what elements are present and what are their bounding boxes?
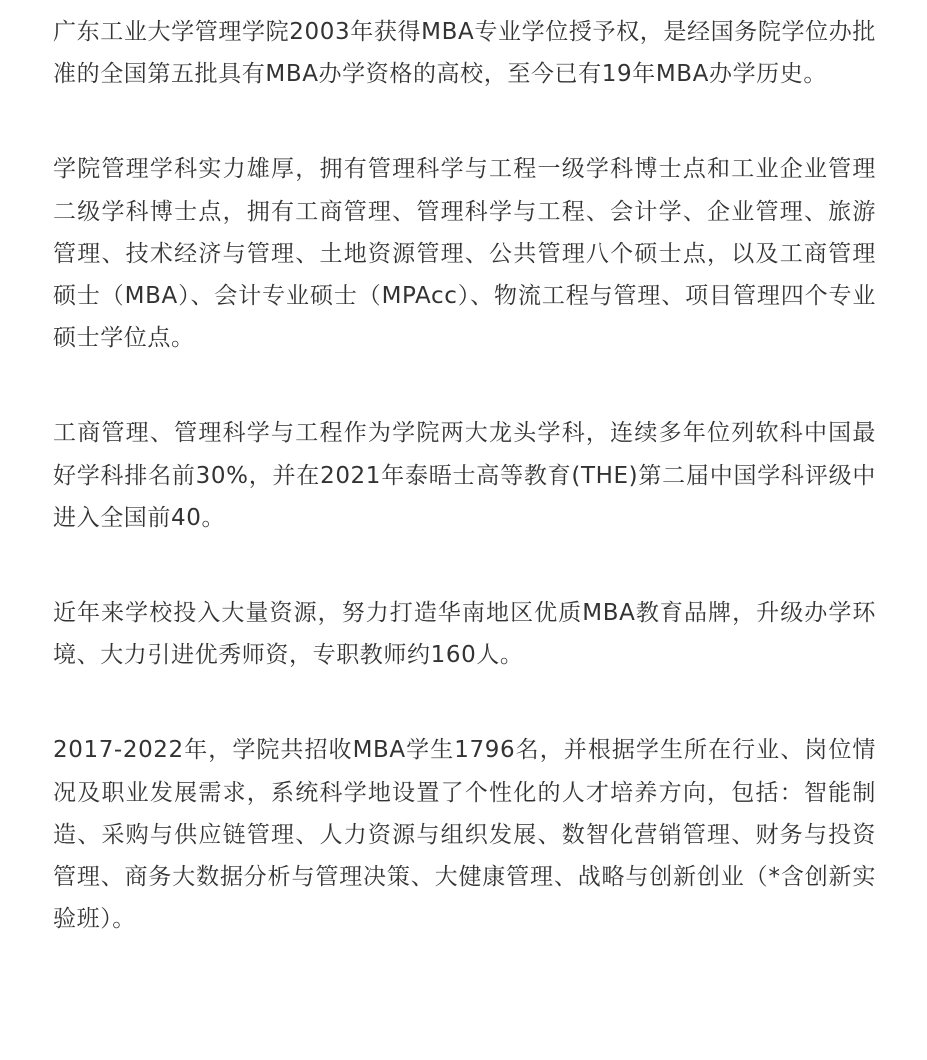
paragraph-discipline-strength: 学院管理学科实力雄厚，拥有管理科学与工程一级学科博士点和工业企业管理二级学科博士点，拥有工商管理、管理科学与工程、会计学、企业管理、旅游管理、技术经济与管理、土地资源管理、公共管理八个硕士点，以及工商管理硕士（MBA）、会计专业硕士（MPAcc）、物流工程与管理、项目管理四个专业硕士学位点。: [53, 156, 876, 352]
paragraph-resources-faculty: 近年来学校投入大量资源，努力打造华南地区优质MBA教育品牌，升级办学环境、大力引进优秀师资，专职教师约160人。: [53, 600, 876, 669]
paragraph-enrollment-directions: 2017-2022年，学院共招收MBA学生1796名，并根据学生所在行业、岗位情况及职业发展需求，系统科学地设置了个性化的人才培养方向，包括：智能制造、采购与供应链管理、人力资源与组织发展、数智化营销管理、财务与投资管理、商务大数据分析与管理决策、大健康管理、战略与创新创业（*含创新实验班）。: [53, 737, 876, 933]
paragraph-mba-authorization: 广东工业大学管理学院2003年获得MBA专业学位授予权，是经国务院学位办批准的全国第五批具有MBA办学资格的高校，至今已有19年MBA办学历史。: [53, 19, 876, 88]
paragraph-leading-disciplines: 工商管理、管理科学与工程作为学院两大龙头学科，连续多年位列软科中国最好学科排名前30%，并在2021年泰晤士高等教育(THE)第二届中国学科评级中进入全国前40。: [53, 420, 876, 531]
